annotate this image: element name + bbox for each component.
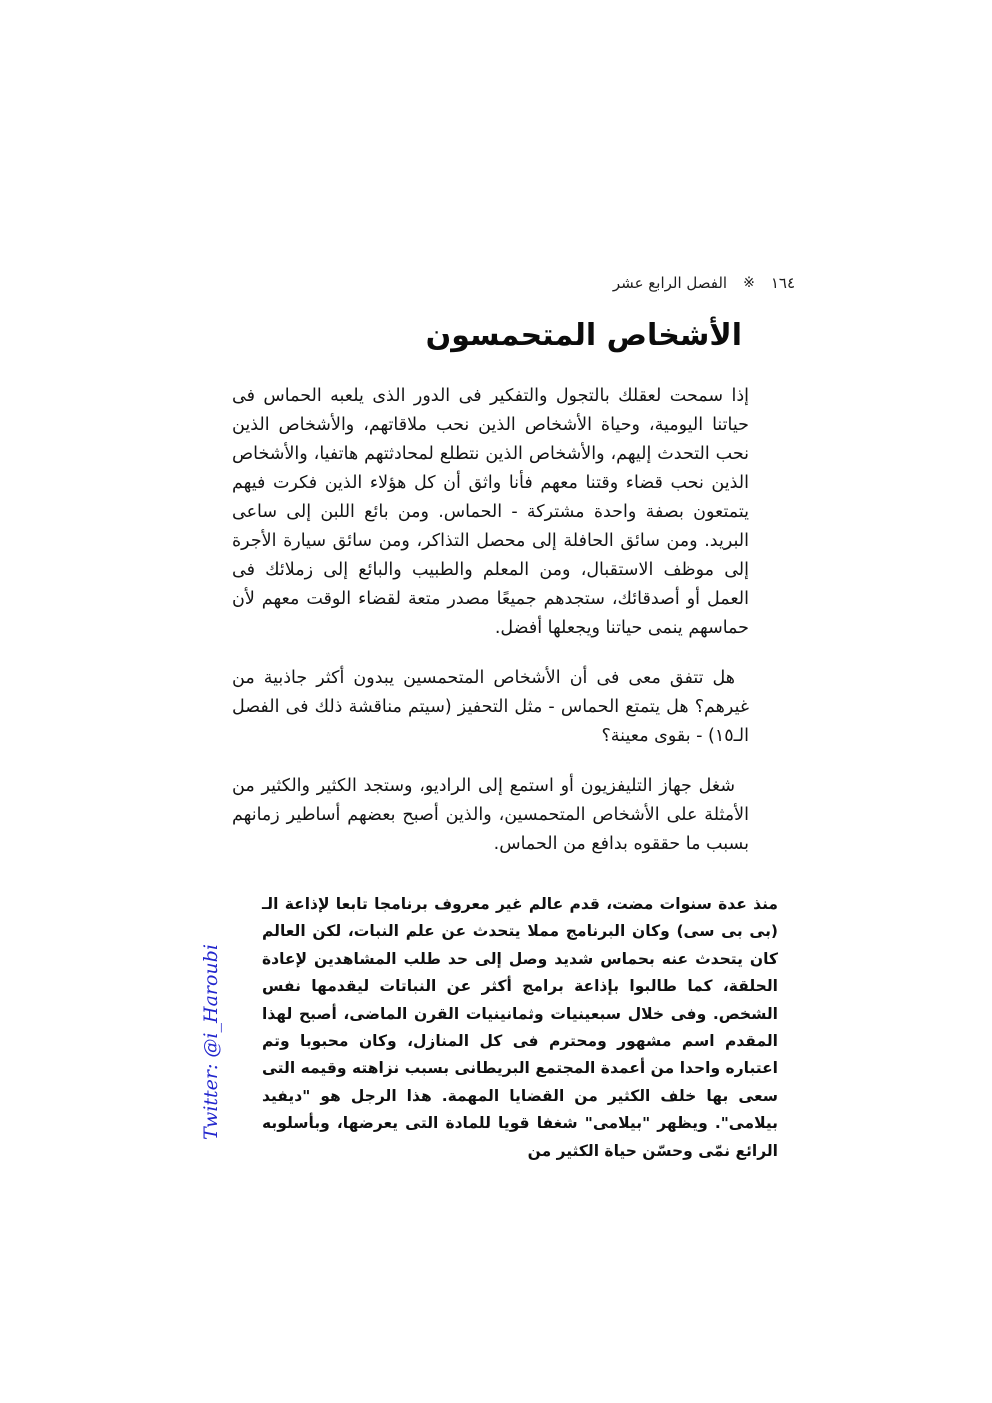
body-text-column <box>232 382 749 880</box>
paragraph: شغل جهاز التليفزيون أو استمع إلى الراديو، وستجد الكثير والكثير من الأمثلة على الأشخاص المتحمسين، والذين أصبح بعضهم أساطير زمانهم بسبب ما حققوه بدافع من الحماس. <box>232 776 749 854</box>
paragraph: هل تتفق معى فى أن الأشخاص المتحمسين يبدون أكثر جاذبية من غيرهم؟ هل يتمتع الحماس - مثل التحفيز (سيتم مناقشة ذلك فى الفصل الـ١٥) - بقوى معينة؟ <box>232 668 749 746</box>
paragraph: إذا سمحت لعقلك بالتجول والتفكير فى الدور الذى يلعبه الحماس فى حياتنا اليومية، وحياة الأشخاص الذين نحب ملاقاتهم، والأشخاص الذين نحب التحدث إليهم، والأشخاص الذين نتطلع لمحادثتهم هاتفيا، والأشخاص الذين نحب قضاء وقتنا معهم فأنا واثق أن كل هؤلاء الذين فكرت فيهم يتمتعون بصفة واحدة مشتركة - الحماس. ومن بائع اللبن إلى ساعى البريد. ومن سائق الحافلة إلى محصل التذاكر، ومن سائق سيارة الأجرة إلى موظف الاستقبال، ومن المعلم والطبيب والبائع إلى زملائك فى العمل أو أصدقائك، ستجدهم جميعًا مصدر متعة لقضاء الوقت معهم لأن حماسهم ينمى حياتنا ويجعلها أفضل. <box>232 386 749 638</box>
twitter-watermark: Twitter: @i_Haroubi <box>200 944 222 1140</box>
page-title: الأشخاص المتحمسون <box>425 318 742 353</box>
running-head <box>613 274 795 292</box>
chapter-label: الفصل الرابع عشر <box>612 274 728 292</box>
excerpt-block <box>262 891 778 1165</box>
page-number: ١٦٤ <box>770 274 795 292</box>
excerpt-paragraph: منذ عدة سنوات مضت، قدم عالم غير معروف برنامجا تابعا لإذاعة الـ (بى بى سى) وكان البرنامج مملا يتحدث عن علم النبات، لكن العالم كان يتحدث عنه بحماس شديد وصل إلى حد طلب المشاهدين لإعادة الحلقة، كما طالبوا بإذاعة برامج أكثر عن النباتات ليقدمها نفس الشخص. وفى خلال سبعينيات وثمانينيات القرن الماضى، أصبح لهذا المقدم اسم مشهور ومحترم فى كل المنازل، وكان محبوبا وتم اعتباره واحدا من أعمدة المجتمع البريطانى بسبب نزاهته وقيمه التى سعى بها خلف الكثير من القضايا المهمة. هذا الرجل هو "ديفيد بيلامى". ويظهر "بيلامى" شغفا قويا للمادة التى يعرضها، وبأسلوبه الرائع نمّى وحسّن حياة الكثير من <box>262 895 778 1160</box>
reference-mark-icon: ※ <box>743 275 755 291</box>
